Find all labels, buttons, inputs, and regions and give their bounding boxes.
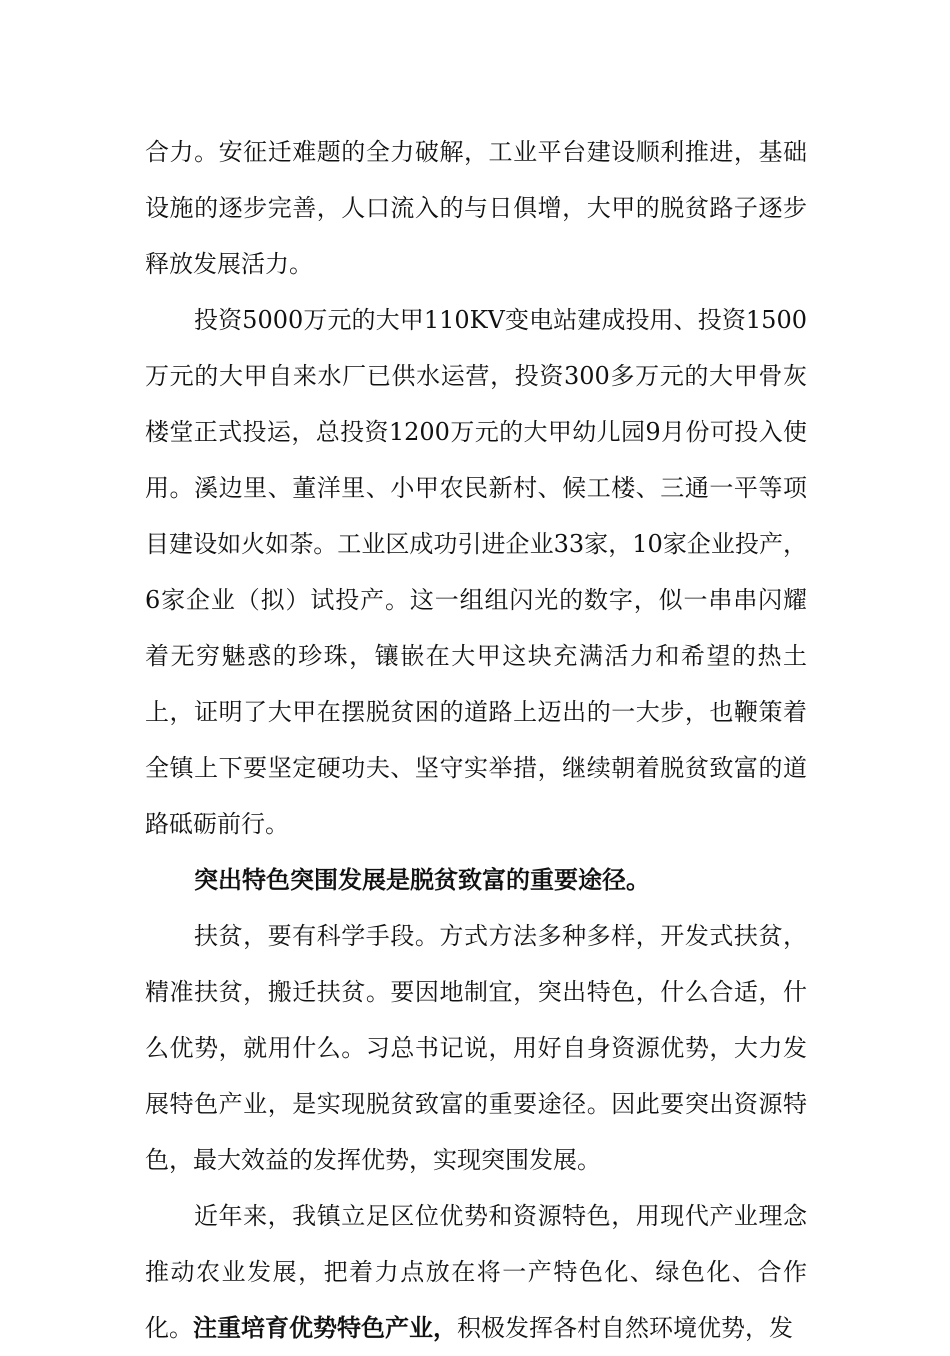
document-body <box>145 124 807 1356</box>
paragraph-text-before: 近年来，我镇立足区位优势和资源特色，用现代产业理念推动农业发展，把着力点放在将一产特色化、绿色化、合作化。 <box>145 1202 807 1342</box>
paragraph-local-industry <box>145 1188 807 1356</box>
paragraph-poverty-methods: 扶贫，要有科学手段。方式方法多种多样，开发式扶贫，精准扶贫，搬迁扶贫。要因地制宜，突出特色，什么合适，什么优势，就用什么。习总书记说，用好自身资源优势，大力发展特色产业，是实现脱贫致富的重要途径。因此要突出资源特色，最大效益的发挥优势，实现突围发展。 <box>145 922 807 1174</box>
paragraph-text-after: 积极发挥各村自然环境优势，发 <box>457 1314 793 1342</box>
section-heading: 突出特色突围发展是脱贫致富的重要途径。 <box>194 866 650 894</box>
paragraph-investment-projects: 投资5000万元的大甲110KV变电站建成投用、投资1500万元的大甲自来水厂已供水运营，投资300多万元的大甲骨灰楼堂正式投运，总投资1200万元的大甲幼儿园9月份可投入使用。溪边里、董洋里、小甲农民新村、候工楼、三通一平等项目建设如火如荼。工业区成功引进企业33家，10家企业投产，6家企业（拟）试投产。这一组组闪光的数字，似一串串闪耀着无穷魅惑的珍珠，镶嵌在大甲这块充满活力和希望的热土上，证明了大甲在摆脱贫困的道路上迈出的一大步，也鞭策着全镇上下要坚定硬功夫、坚守实举措，继续朝着脱贫致富的道路砥砺前行。 <box>145 306 807 838</box>
paragraph-continuation: 合力。安征迁难题的全力破解，工业平台建设顺利推进，基础设施的逐步完善，人口流入的与日俱增，大甲的脱贫路子逐步释放发展活力。 <box>145 138 807 278</box>
bold-emphasis: 注重培育优势特色产业， <box>193 1314 457 1342</box>
